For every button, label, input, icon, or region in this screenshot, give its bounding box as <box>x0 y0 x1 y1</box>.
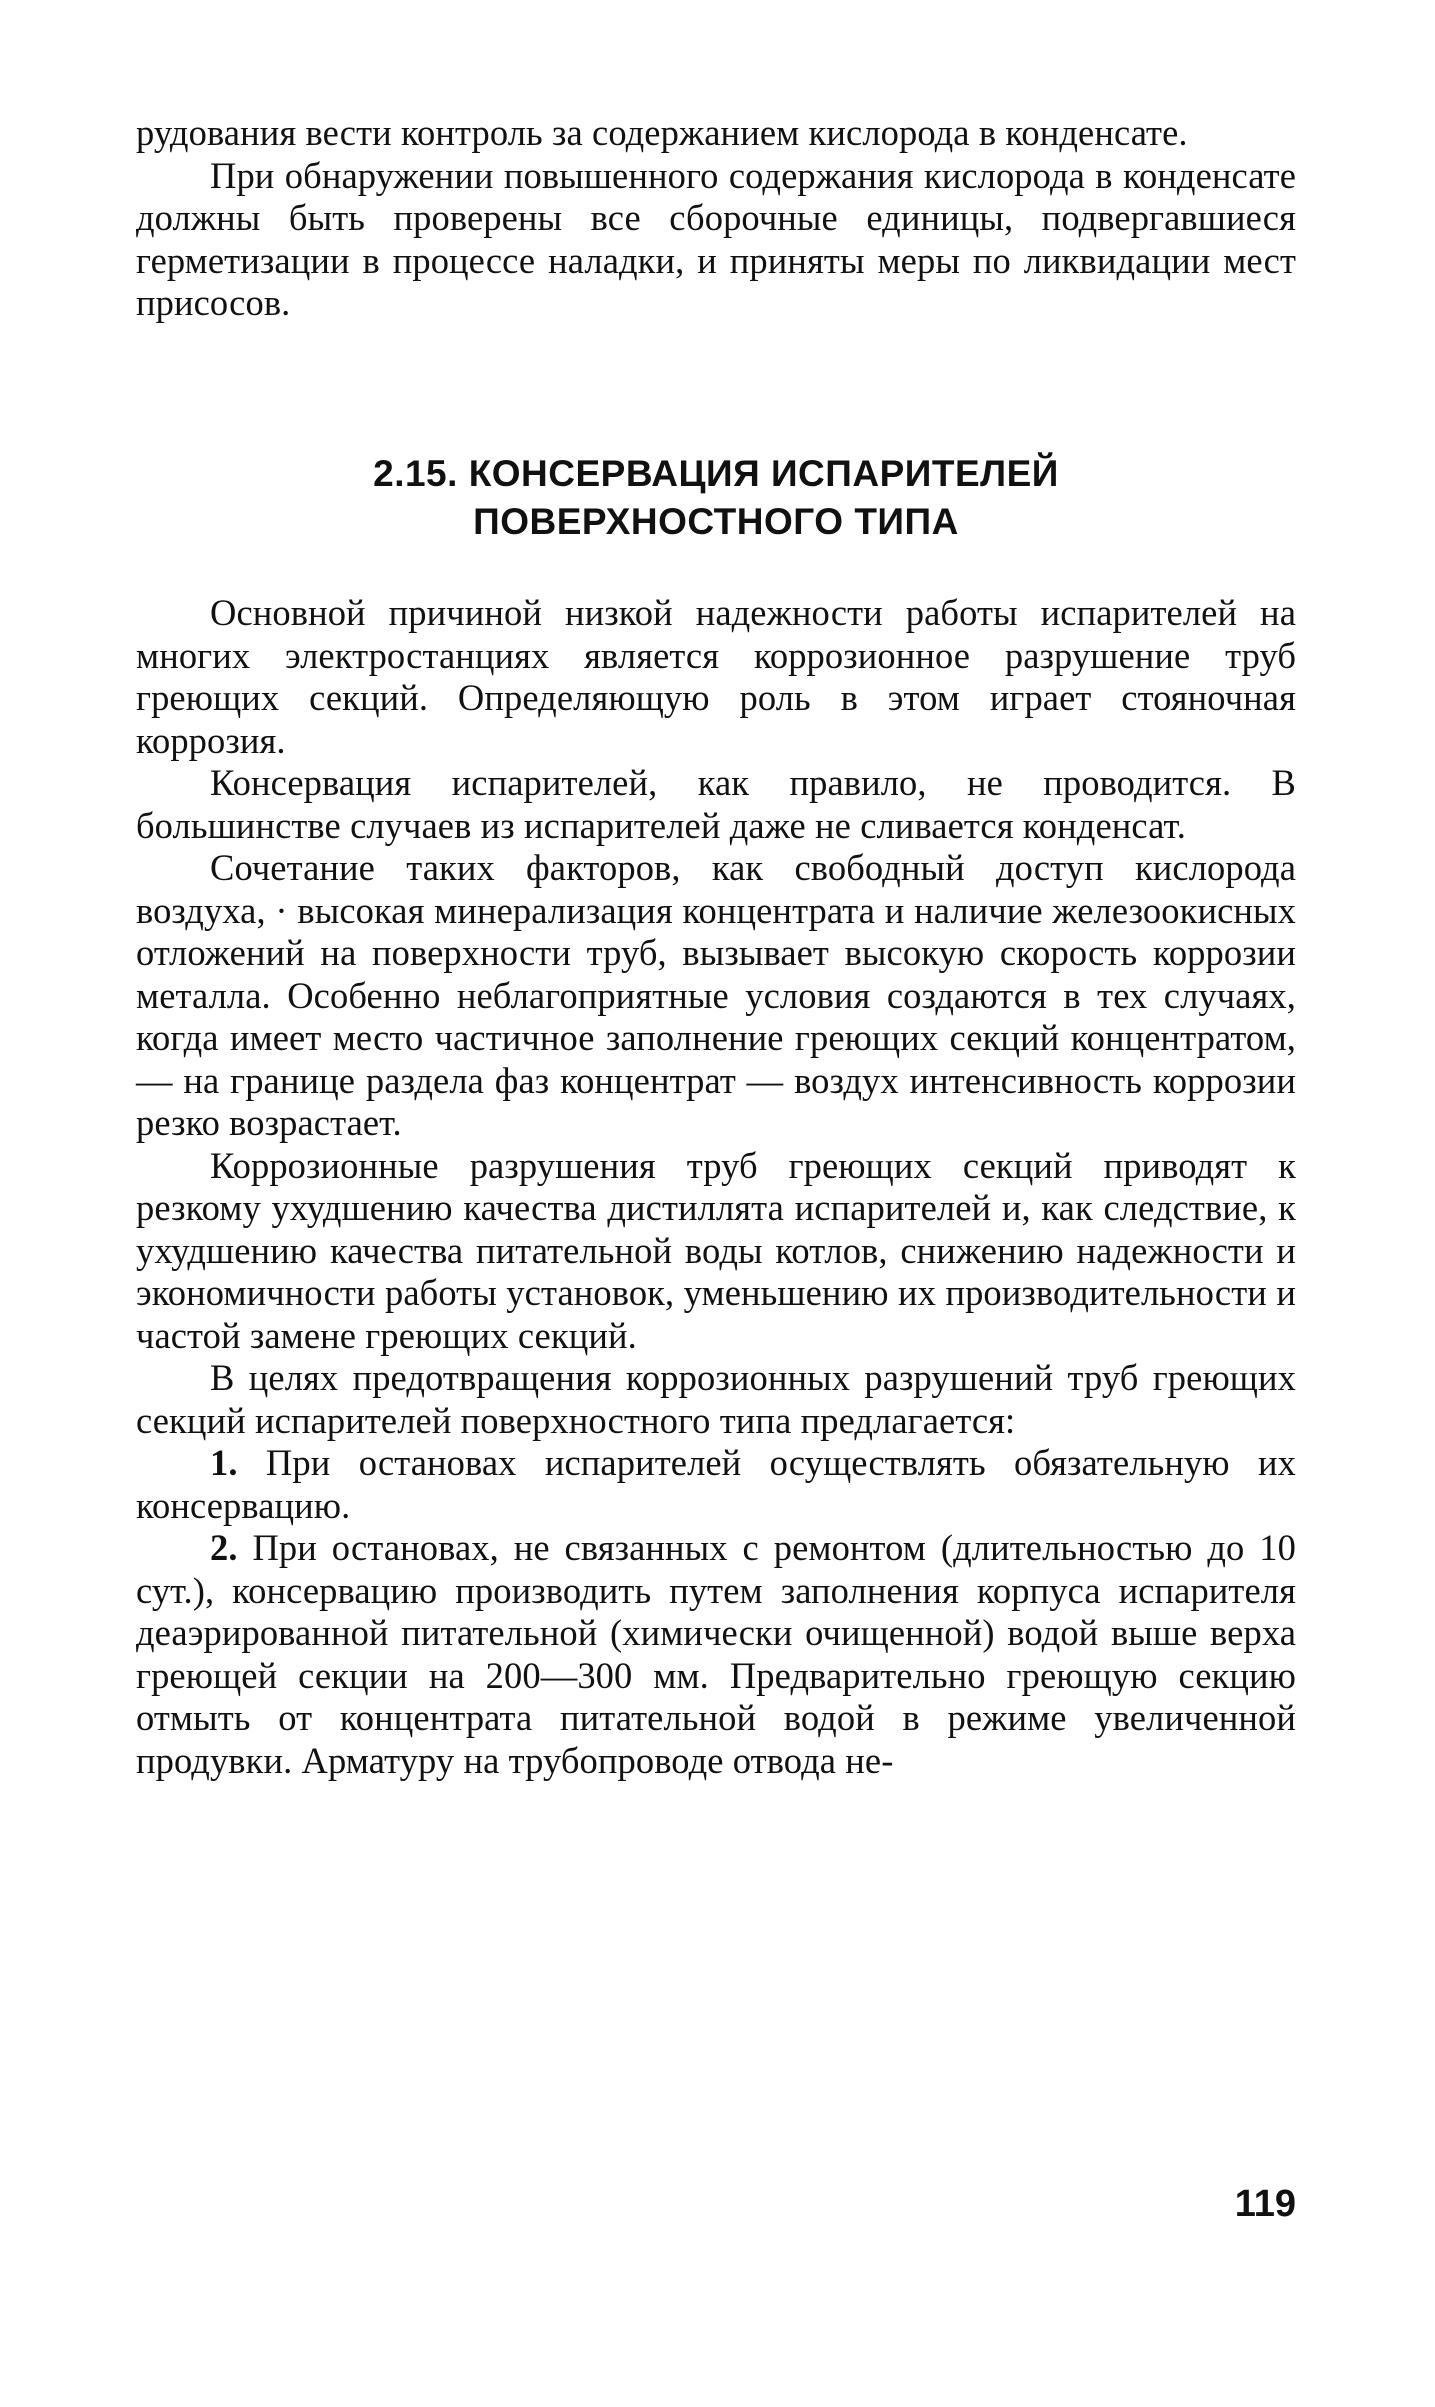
paragraph-3: Сочетание таких факторов, как свободный доступ кислорода воздуха, · высокая минерализация концентрата и наличие железоокисных отложений на поверхности труб, вызывает высокую скорость коррозии металла. Особенно неблагоприятные условия создаются в тех случаях, когда имеет место частичное заполнение греющих секций концентратом, — на границе раздела фаз концентрат — воздух интенсивность коррозии резко возрастает. <box>136 847 1296 1143</box>
paragraph-4: Коррозионные разрушения труб греющих секций приводят к резкому ухудшению качества дистиллята испарителей и, как следствие, к ухудшению качества питательной воды котлов, снижению надежности и экономичности работы установок, уменьшению их производительности и частой замене греющих секций. <box>136 1144 1296 1356</box>
section-heading <box>136 450 1296 546</box>
list-item-2 <box>136 1527 1296 1782</box>
paragraph-1: Основной причиной низкой надежности работы испарителей на многих электростанциях является коррозионное разрушение труб греющих секций. Определяющую роль в этом играет стояночная коррозия. <box>136 592 1296 761</box>
paragraph-2: Консервация испарителей, как правило, не проводится. В большинстве случаев из испарителей даже не сливается конденсат. <box>136 762 1296 846</box>
intro-block <box>136 112 1296 325</box>
section-heading-line-2: ПОВЕРХНОСТНОГО ТИПА <box>473 501 959 542</box>
list-item-1-number: 1. <box>210 1442 238 1483</box>
list-item-1 <box>136 1442 1296 1527</box>
list-item-2-number: 2. <box>210 1527 238 1568</box>
page-number: 119 <box>1234 2183 1296 2225</box>
section-heading-line-1: 2.15. КОНСЕРВАЦИЯ ИСПАРИТЕЛЕЙ <box>373 453 1059 494</box>
section-body <box>136 592 1296 1782</box>
paragraph-5: В целях предотвращения коррозионных разрушений труб греющих секций испарителей поверхностного типа предлагается: <box>136 1357 1296 1441</box>
intro-continued-paragraph: рудования вести контроль за содержанием кислорода в конденсате. <box>136 112 1188 153</box>
list-item-1-text: При остановах испарителей осуществлять обязательную их консервацию. <box>136 1442 1296 1526</box>
list-item-2-text: При остановах, не связанных с ремонтом (длительностью до 10 сут.), консервацию производить путем заполнения корпуса испарителя деаэрированной питательной (химически очищенной) водой выше верха греющей секции на 200—300 мм. Предварительно греющую секцию отмыть от концентрата питательной водой в режиме увеличенной продувки. Арматуру на трубопроводе отвода не- <box>136 1527 1296 1781</box>
intro-paragraph: При обнаружении повышенного содержания кислорода в конденсате должны быть проверены все сборочные единицы, подвергавшиеся герметизации в процессе наладки, и приняты меры по ликвидации мест присосов. <box>136 154 1296 323</box>
